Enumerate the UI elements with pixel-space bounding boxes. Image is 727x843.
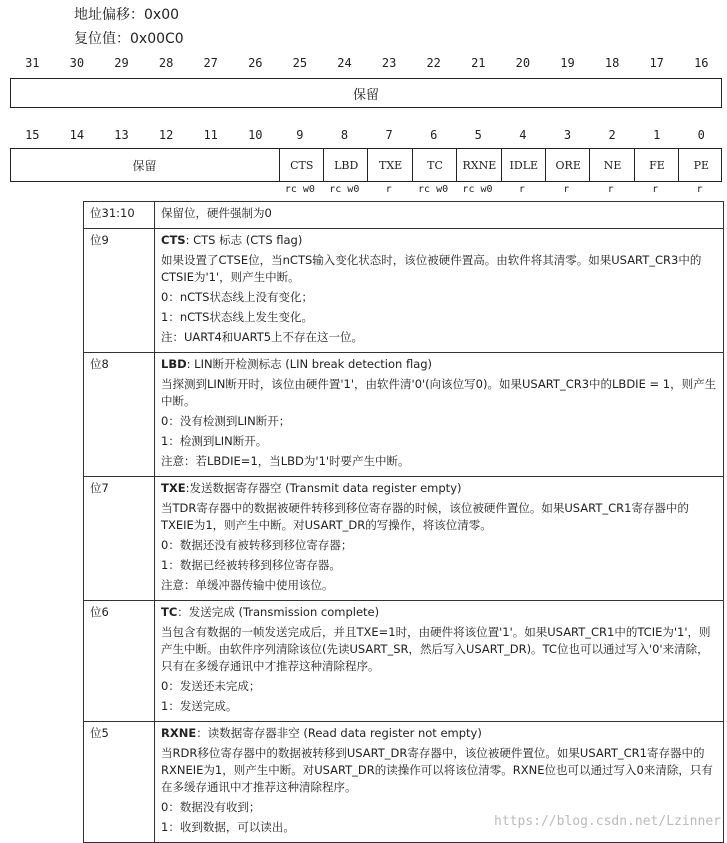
description-line: 1：收到数据，可以读出。: [161, 820, 295, 834]
address-offset: 地址偏移：0x00: [74, 7, 180, 23]
bit-row: [84, 353, 724, 477]
reset-value: 复位值：0x00C0: [74, 31, 184, 47]
access-fe: r: [652, 184, 659, 195]
field-lbd: LBD: [323, 149, 368, 181]
description-line: 1：检测到LIN断开。: [161, 434, 268, 448]
field-name: RXNE: [161, 726, 197, 740]
field-tc: TC: [412, 149, 457, 181]
description-line: 当TDR寄存器中的数据被硬件转移到移位寄存器的时候，该位被硬件置位。如果USART_CR1寄存器中的TXEIE为1，则产生中断。对USART_DR的写操作，将该位清零。: [161, 501, 689, 532]
field-title: : LIN断开检测标志 (LIN break detection flag): [186, 357, 433, 371]
description-line: 注意：单缓冲器传输中使用该位。: [161, 578, 334, 592]
access-rxne: rc w0: [462, 184, 493, 195]
bit-description-table: [83, 201, 724, 843]
bit-number-20: 20: [515, 56, 531, 70]
bit-number-11: 11: [203, 128, 218, 142]
description-line: 保留位，硬件强制为0: [161, 206, 272, 220]
bit-number-21: 21: [471, 56, 486, 70]
bit-number-1: 1: [653, 128, 661, 142]
bit-number-8: 8: [340, 128, 349, 142]
bit-number-26: 26: [248, 56, 263, 70]
field-txe: TXE: [367, 149, 412, 181]
field-ne: NE: [589, 149, 634, 181]
description-line: 当探测到LIN断开时，该位由硬件置'1'，由软件清'0'(向该位写0)。如果USART_CR3中的LBDIE = 1，则产生中断。: [161, 377, 717, 408]
bit-number-17: 17: [649, 56, 664, 70]
access-ore: r: [563, 184, 570, 195]
bit-description: [155, 353, 724, 477]
field-fe: FE: [634, 149, 679, 181]
bit-number-29: 29: [114, 56, 129, 70]
description-line: 0：数据没有收到；: [161, 800, 261, 814]
field-name: CTS: [161, 233, 186, 247]
access-tc: rc w0: [418, 184, 449, 195]
bit-description: [155, 601, 724, 722]
bit-number-22: 22: [426, 56, 441, 70]
access-txe: r: [385, 184, 392, 195]
description-line: 0：没有检测到LIN断开；: [161, 414, 291, 428]
description-line: 0：发送还未完成；: [161, 679, 261, 693]
bit-number-14: 14: [69, 128, 85, 142]
bit-number-31: 31: [25, 56, 40, 70]
bit-number-16: 16: [694, 56, 709, 70]
bit-number-10: 10: [248, 128, 263, 142]
description-line: 注：UART4和UART5上不存在这一位。: [161, 330, 364, 344]
bit-number-0: 0: [697, 128, 705, 142]
bit-numbers-high: [10, 56, 724, 72]
bit-position: 位9: [84, 229, 155, 353]
access-row: [10, 184, 724, 198]
access-pe: r: [696, 184, 703, 195]
field-rxne: RXNE: [456, 149, 501, 181]
field-name: TXE: [161, 481, 186, 495]
bit-row: [84, 202, 724, 229]
bit-number-7: 7: [385, 128, 393, 142]
reserved-label: 保留: [352, 87, 379, 103]
bit-description: [155, 202, 724, 229]
bit-number-19: 19: [560, 56, 575, 70]
bit-position: 位31:10: [84, 202, 155, 229]
bit-position: 位7: [84, 477, 155, 601]
bit-position: 位5: [84, 722, 155, 843]
bit-number-28: 28: [158, 56, 174, 70]
bit-number-12: 12: [158, 128, 174, 142]
description-line: 当包含有数据的一帧发送完成后，并且TXE=1时，由硬件将该位置'1'。如果USART_CR1中的TCIE为'1'，则产生中断。由软件序列清除该位(先读USART_SR，然后写入USART_DR)。TC位也可以通过写入'0'来清除，只有在多缓存通讯中才推荐这种清除程序。: [161, 625, 711, 673]
bit-number-30: 30: [69, 56, 85, 70]
description-line: 1：nCTS状态线上发生变化。: [161, 310, 313, 324]
description-line: 0：数据还没有被转移到移位寄存器；: [161, 538, 353, 552]
register-low-fields: [10, 148, 722, 182]
bit-number-4: 4: [519, 128, 527, 142]
bit-number-3: 3: [563, 128, 572, 142]
description-line: 注意：若LBDIE=1，当LBD为'1'时要产生中断。: [161, 454, 410, 468]
bit-number-5: 5: [474, 128, 482, 142]
field-name: TC: [161, 605, 178, 619]
bit-numbers-low: [10, 128, 724, 144]
bit-row: [84, 477, 724, 601]
description-line: 1：数据已经被转移到移位寄存器。: [161, 558, 341, 572]
description-line: 如果设置了CTSE位，当nCTS输入变化状态时，该位被硬件置高。由软件将其清零。如果USART_CR3中的CTSIE为'1'，则产生中断。: [161, 253, 702, 284]
bit-number-2: 2: [608, 128, 616, 142]
access-ne: r: [607, 184, 614, 195]
bit-row: [84, 229, 724, 353]
bit-description: [155, 229, 724, 353]
description-line: 当RDR移位寄存器中的数据被转移到USART_DR寄存器中，该位被硬件置位。如果USART_CR1寄存器中的RXNEIE为1，则产生中断。对USART_DR的读操作可以将该位清零。RXNE位也可以通过写入0来清除，只有在多缓存通讯中才推荐这种清除程序。: [161, 746, 713, 794]
description-line: 1：发送完成。: [161, 699, 238, 713]
bit-number-15: 15: [25, 128, 40, 142]
field-cts: CTS: [279, 149, 324, 181]
bit-number-27: 27: [203, 56, 218, 70]
description-line: 0：nCTS状态线上没有变化；: [161, 290, 313, 304]
field-title: :发送数据寄存器空 (Transmit data register empty): [185, 481, 462, 495]
bit-position: 位8: [84, 353, 155, 477]
bit-number-18: 18: [604, 56, 620, 70]
access-cts: rc w0: [284, 184, 315, 195]
field-pe: PE: [678, 149, 723, 181]
field-title: : CTS 标志 (CTS flag): [185, 233, 303, 247]
watermark: https://blog.csdn.net/Lzinner: [494, 814, 721, 829]
access-lbd: rc w0: [329, 184, 360, 195]
field-title: ：读数据寄存器非空 (Read data register not empty): [196, 726, 482, 740]
reserved-high-field: [10, 78, 722, 108]
field-title: ：发送完成 (Transmission complete): [177, 605, 380, 619]
bit-number-25: 25: [292, 56, 308, 70]
reserved-low-field: 保留: [132, 158, 157, 173]
field-name: LBD: [161, 357, 187, 371]
bit-number-6: 6: [430, 128, 438, 142]
bit-number-9: 9: [296, 128, 304, 142]
bit-number-23: 23: [381, 56, 397, 70]
bit-position: 位6: [84, 601, 155, 722]
bit-row: [84, 601, 724, 722]
field-ore: ORE: [545, 149, 590, 181]
bit-description: [155, 477, 724, 601]
field-idle: IDLE: [501, 149, 546, 181]
bit-number-24: 24: [337, 56, 352, 70]
bit-number-13: 13: [114, 128, 129, 142]
access-idle: r: [518, 184, 525, 195]
